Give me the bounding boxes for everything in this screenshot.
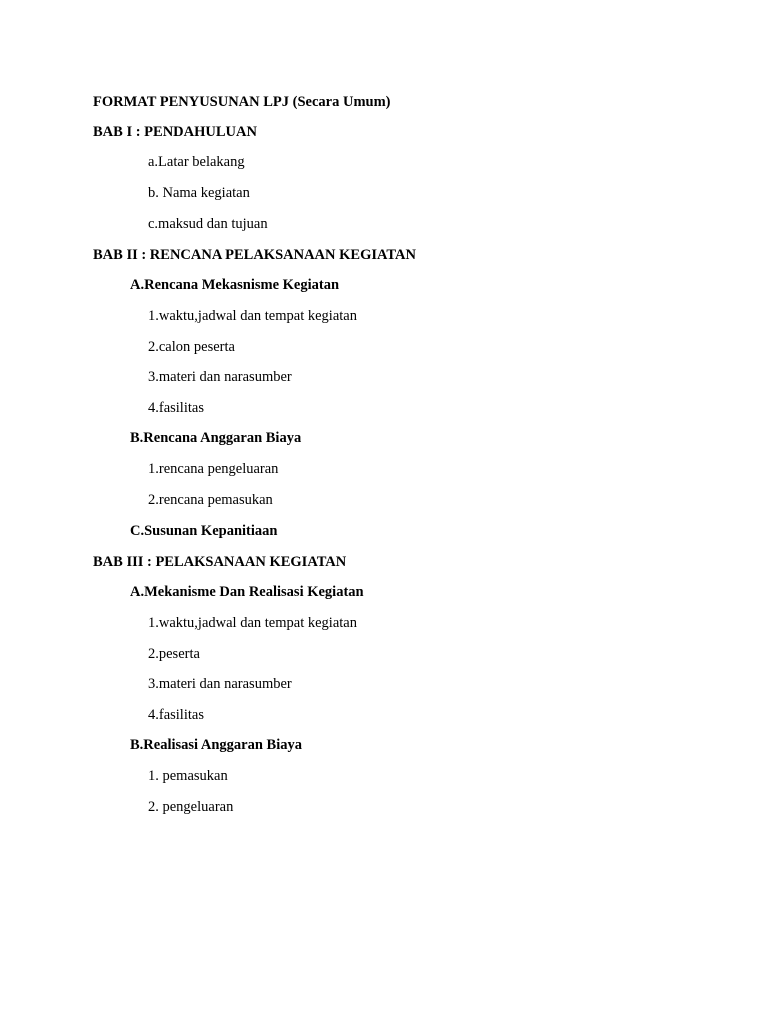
bab3-section-a-item-1: 1.waktu,jadwal dan tempat kegiatan: [148, 615, 357, 631]
bab2-section-a-item-4: 4.fasilitas: [148, 400, 204, 416]
bab1-heading: BAB I : PENDAHULUAN: [93, 124, 257, 140]
bab2-section-b-item-2: 2.rencana pemasukan: [148, 492, 273, 508]
bab2-section-b-item-1: 1.rencana pengeluaran: [148, 461, 279, 477]
bab2-heading: BAB II : RENCANA PELAKSANAAN KEGIATAN: [93, 247, 416, 263]
bab2-section-a-item-1: 1.waktu,jadwal dan tempat kegiatan: [148, 308, 357, 324]
bab3-heading: BAB III : PELAKSANAAN KEGIATAN: [93, 554, 347, 570]
bab3-section-b-item-2: 2. pengeluaran: [148, 799, 234, 815]
bab2-section-a-heading: A.Rencana Mekasnisme Kegiatan: [130, 277, 340, 293]
bab1-item-b: b. Nama kegiatan: [148, 185, 250, 201]
bab2-section-a-item-2: 2.calon peserta: [148, 339, 235, 355]
bab1-item-a: a.Latar belakang: [148, 154, 245, 170]
bab3-section-a-heading: A.Mekanisme Dan Realisasi Kegiatan: [130, 584, 364, 600]
bab3-section-a-item-2: 2.peserta: [148, 646, 200, 662]
bab3-section-a-item-4: 4.fasilitas: [148, 707, 204, 723]
bab1-item-c: c.maksud dan tujuan: [148, 216, 268, 232]
bab3-section-b-item-1: 1. pemasukan: [148, 768, 228, 784]
bab3-section-b-heading: B.Realisasi Anggaran Biaya: [130, 737, 303, 753]
bab3-section-a-item-3: 3.materi dan narasumber: [148, 676, 292, 692]
bab2-section-b-heading: B.Rencana Anggaran Biaya: [130, 430, 302, 446]
bab2-section-c-heading: C.Susunan Kepanitiaan: [130, 523, 278, 539]
document-title: FORMAT PENYUSUNAN LPJ (Secara Umum): [93, 94, 391, 110]
bab2-section-a-item-3: 3.materi dan narasumber: [148, 369, 292, 385]
